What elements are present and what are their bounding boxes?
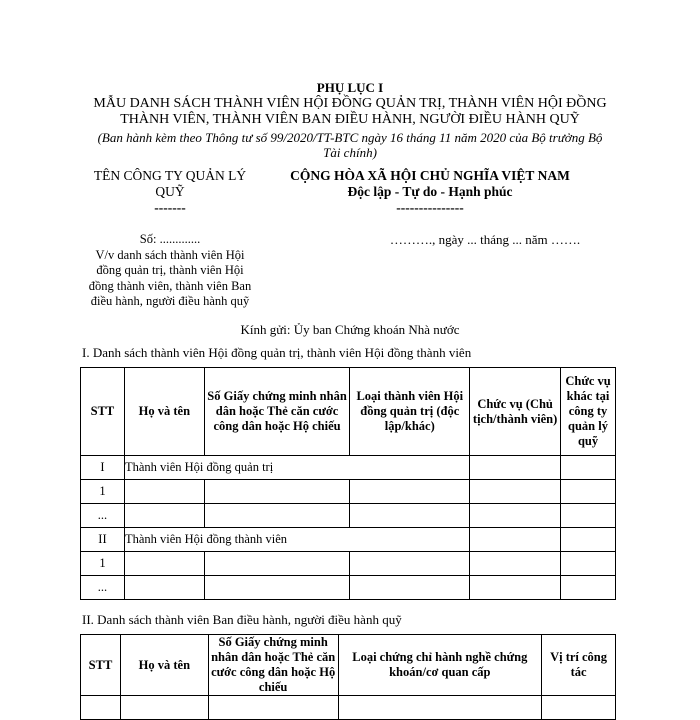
cell (561, 528, 616, 552)
cell (561, 504, 616, 528)
cell (350, 576, 470, 600)
col-header-name: Họ và tên (124, 368, 204, 456)
company-line-2: QUỸ (155, 184, 185, 199)
cell (470, 480, 561, 504)
table-row (81, 552, 616, 576)
cell (124, 504, 204, 528)
col-header-id: Số Giấy chứng minh nhân dân hoặc Thẻ căn cước công dân hoặc Hộ chiếu (204, 368, 350, 456)
cell (120, 696, 208, 720)
col-header-member-type: Loại thành viên Hội đồng quản trị (độc lập/khác) (350, 368, 470, 456)
republic-name: CỘNG HÒA XÃ HỘI CHỦ NGHĨA VIỆT NAM (290, 168, 570, 183)
cell (561, 552, 616, 576)
document-subtitle (0, 130, 700, 160)
table-row (81, 504, 616, 528)
col-header-stt: STT (81, 635, 121, 696)
cell (350, 504, 470, 528)
cell (81, 696, 121, 720)
cell (204, 480, 350, 504)
subject-line-4: điều hành, người điều hành quỹ (90, 294, 250, 308)
subject-line-1: V/v danh sách thành viên Hội (95, 247, 245, 262)
cell (542, 696, 616, 720)
cell (124, 480, 204, 504)
col-header-name: Họ và tên (120, 635, 208, 696)
cell (561, 576, 616, 600)
row-stt: ... (81, 504, 125, 528)
company-line-1: TÊN CÔNG TY QUẢN LÝ (93, 168, 247, 183)
board-members-table (80, 367, 616, 600)
table-header-row (81, 635, 616, 696)
document-title (0, 96, 700, 128)
recipient: Kính gửi: Ủy ban Chứng khoán Nhà nước (240, 322, 460, 337)
title-line-2: THÀNH VIÊN, THÀNH VIÊN BAN ĐIỀU HÀNH, NGƯỜI ĐIỀU HÀNH QUỸ (120, 112, 580, 127)
row-stt: II (81, 528, 125, 552)
section-2-heading: II. Danh sách thành viên Ban điều hành, người điều hành quỹ (82, 612, 402, 627)
col-header-stt: STT (81, 368, 125, 456)
cell (470, 552, 561, 576)
title-line-1: MẪU DANH SÁCH THÀNH VIÊN HỘI ĐỒNG QUẢN TRỊ, THÀNH VIÊN HỘI ĐỒNG (93, 96, 607, 111)
company-name (80, 168, 260, 216)
company-dashes: ------- (154, 200, 186, 215)
subject-line-3: đồng thành viên, thành viên Ban (88, 278, 252, 293)
row-stt: 1 (81, 480, 125, 504)
cell (338, 696, 542, 720)
cell (561, 456, 616, 480)
col-header-certificate: Loại chứng chỉ hành nghề chứng khoán/cơ quan cấp (338, 635, 542, 696)
subject-line-2: đồng quản trị, thành viên Hội (96, 263, 244, 277)
col-header-other-position: Chức vụ khác tại công ty quản lý quỹ (561, 368, 616, 456)
subtitle-line-1: (Ban hành kèm theo Thông tư số 99/2020/TT-BTC ngày 16 tháng 11 năm 2020 của Bộ trưởng Bộ (97, 130, 603, 145)
table-row (81, 528, 616, 552)
cell (204, 552, 350, 576)
section-1-heading: I. Danh sách thành viên Hội đồng quản trị, thành viên Hội đồng thành viên (82, 345, 472, 360)
table-row (81, 480, 616, 504)
table-header-row (81, 368, 616, 456)
national-motto: Độc lập - Tự do - Hạnh phúc (347, 184, 513, 199)
row-stt: 1 (81, 552, 125, 576)
cell (124, 576, 204, 600)
cell (124, 552, 204, 576)
col-header-position: Chức vụ (Chủ tịch/thành viên) (470, 368, 561, 456)
national-header (270, 168, 590, 216)
cell (470, 576, 561, 600)
row-group-label: Thành viên Hội đồng thành viên (124, 528, 469, 552)
motto-dashes: --------------- (396, 200, 464, 215)
dispatch-number: Số: ............. (139, 232, 201, 246)
dispatch-info (80, 232, 260, 310)
cell (350, 552, 470, 576)
cell (470, 528, 561, 552)
executives-table (80, 634, 616, 720)
appendix-label: PHỤ LỤC I (316, 80, 384, 95)
row-stt: ... (81, 576, 125, 600)
cell (204, 576, 350, 600)
date-line: ………., ngày ... tháng ... năm ……. (389, 232, 581, 247)
row-stt: I (81, 456, 125, 480)
cell (561, 480, 616, 504)
row-group-label: Thành viên Hội đồng quản trị (124, 456, 469, 480)
cell (470, 504, 561, 528)
col-header-job-position: Vị trí công tác (542, 635, 616, 696)
cell (204, 504, 350, 528)
table-row (81, 456, 616, 480)
table-row (81, 576, 616, 600)
cell (208, 696, 338, 720)
col-header-id: Số Giấy chứng minh nhân dân hoặc Thẻ căn cước công dân hoặc Hộ chiếu (208, 635, 338, 696)
subtitle-line-2: Tài chính) (323, 145, 377, 160)
cell (350, 480, 470, 504)
cell (470, 456, 561, 480)
table-row (81, 696, 616, 720)
